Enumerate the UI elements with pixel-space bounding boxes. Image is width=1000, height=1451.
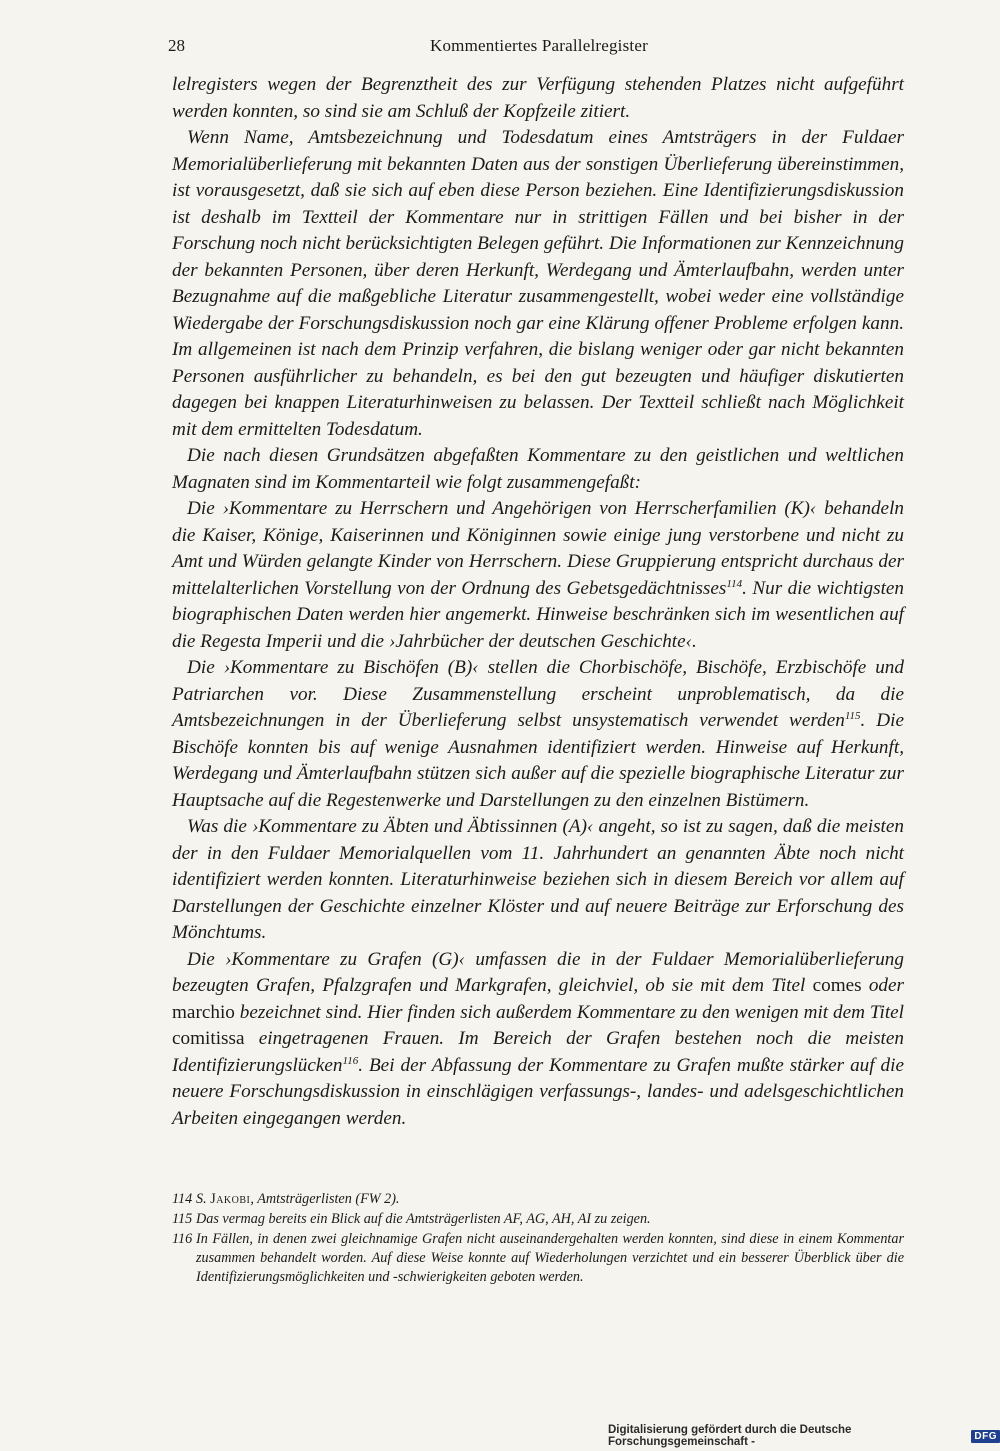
footnote-text: In Fällen, in denen zwei gleichnamige Grafen nicht auseinandergehalten werden konnten, sind diese in einem Kommentar zusammen behandelt worden. Auf diese Weise konnte auf Wiederholungen verzichtet und ein besserer Überblick über die Identifizierungsmöglichkeiten und -schwierigkeiten geboten werden. xyxy=(196,1231,904,1285)
paragraph-text: Die ›Kommentare zu Bischöfen (B)‹ stellen die Chorbischöfe, Bischöfe, Erzbischöfe und Patriarchen vor. Diese Zusammenstellung erscheint unproblematisch, da die Amtsbezeichnungen in der Überlieferung selbst unsystematisch verwendet werden xyxy=(172,657,904,731)
dfg-logo-icon: DFG xyxy=(971,1430,1000,1443)
paragraph-text: Die ›Kommentare zu Grafen (G)‹ umfassen die in der Fuldaer Memorialüberlieferung bezeugten Grafen, Pfalzgrafen und Markgrafen, gleichviel, ob sie mit dem Titel xyxy=(172,948,904,996)
paragraph xyxy=(172,655,904,814)
footnote-text-part: S. xyxy=(196,1191,211,1207)
author-name: Jakobi xyxy=(210,1191,251,1207)
footnote-114 xyxy=(172,1190,904,1209)
footnote-number: 116 xyxy=(172,1231,193,1247)
paragraph-text: Wenn Name, Amtsbezeichnung und Todesdatum eines Amtsträgers in der Fuldaer Memorialüberlieferung mit bekannten Daten aus der sonstigen Überlieferung übereinstimmen, ist vorausgesetzt, daß sie sich auf eben diese Person beziehen. Eine Identifizierungsdiskussion ist deshalb im Textteil der Kommentare nur in strittigen Fällen und bei bisher in der Forschung noch nicht berücksichtigten Belegen geführt. Die Informationen zur Kennzeichnung der bekannten Personen, über deren Herkunft, Werdegang und Ämterlaufbahn, werden unter Bezugnahme auf die maßgebliche Literatur zusammengestellt, wobei weder eine vollständige Wiedergabe der Forschungsdiskussion noch gar eine Klärung offener Probleme erfolgen kann. Im allgemeinen ist nach dem Prinzip verfahren, die bislang weniger oder gar nicht bekannten Personen ausführlicher zu behandeln, es bei den gut bezeugten und häufiger diskutierten dagegen bei knappen Literaturhinweisen zu belassen. Der Textteil schließt nach Möglichkeit mit dem ermittelten Todesdatum. xyxy=(172,127,904,440)
paragraph-text: bezeichnet sind. Hier finden sich außerdem Kommentare zu den wenigen mit dem Titel xyxy=(234,1001,904,1023)
footnote-number: 115 xyxy=(172,1211,193,1227)
paragraph xyxy=(172,72,904,125)
paragraph xyxy=(172,443,904,496)
paragraph-text: Was die ›Kommentare zu Äbten und Äbtissinnen (A)‹ angeht, so ist zu sagen, daß die meisten der in den Fuldaer Memorialquellen vom 11. Jahrhundert an genannten Äbte noch nicht identifiziert werden konnten. Literaturhinweise beziehen sich in diesem Bereich vor allem auf Darstellungen der Geschichte einzelner Klöster und auf neuere Beiträge zur Erforschung des Mönchtums. xyxy=(172,816,904,943)
footnote-116 xyxy=(172,1230,904,1287)
footnote-ref-115: 115 xyxy=(844,710,861,722)
paragraph-text: oder xyxy=(861,975,905,996)
running-title: Kommentiertes Parallelregister xyxy=(430,36,648,55)
funding-notice: Digitalisierung gefördert durch die Deutsche Forschungsgemeinschaft - xyxy=(608,1424,852,1448)
paragraph-text: . Nur die wichtigsten biographischen Daten werden hier angemerkt. Hinweise beschränken sich im wesentlichen auf die Regesta Imperii und die ›Jahrbücher der deutschen Geschichte‹. xyxy=(172,577,905,652)
paragraph xyxy=(172,125,904,443)
body-text xyxy=(172,72,904,1132)
footnote-text: Das vermag bereits ein Blick auf die Amtsträgerlisten AF, AG, AH, AI zu zeigen. xyxy=(196,1211,651,1227)
digitization-footer xyxy=(608,1426,1000,1446)
footnotes xyxy=(172,1190,904,1288)
paragraph xyxy=(172,496,904,655)
footnote-ref-116: 116 xyxy=(342,1054,359,1067)
paragraph xyxy=(172,947,904,1133)
latin-term: comitissa xyxy=(172,1028,245,1049)
footnote-text-part: , Amtsträgerlisten (FW 2). xyxy=(250,1191,400,1207)
latin-term: marchio xyxy=(172,1001,235,1023)
footnote-text xyxy=(196,1190,904,1209)
paragraph-text: lelregisters wegen der Begrenztheit des zur Verfügung stehenden Platzes nicht aufgeführt werden konnten, so sind sie am Schluß der Kopfzeile zitiert. xyxy=(172,74,904,122)
latin-term: comes xyxy=(812,975,862,996)
page-header xyxy=(168,36,908,60)
paragraph-text: eingetragenen Frauen. Im Bereich der Grafen bestehen noch die meisten Identifizierungslücken xyxy=(172,1028,904,1076)
paragraph-text: . Bei der Abfassung der Kommentare zu Grafen mußte stärker auf die neuere Forschungsdiskussion in einschlägigen verfassungs-, landes- und adelsgeschichtlichen Arbeiten eingegangen werden. xyxy=(172,1054,904,1129)
paragraph-text: Die ›Kommentare zu Herrschern und Angehörigen von Herrscherfamilien (K)‹ behandeln die Kaiser, Könige, Kaiserinnen und Königinnen sowie einige jung verstorbene und nicht zu Amt und Würden gelangte Kinder von Herrschern. Diese Gruppierung entspricht durchaus der mittelalterlichen Vorstellung von der Ordnung des Gebetsgedächtnisses xyxy=(172,498,904,599)
page-number: 28 xyxy=(168,36,185,55)
paragraph xyxy=(172,814,904,947)
paragraph-text: Die nach diesen Grundsätzen abgefaßten Kommentare zu den geistlichen und weltlichen Magnaten sind im Kommentarteil wie folgt zusammengefaßt: xyxy=(172,445,904,493)
footnote-115 xyxy=(172,1210,904,1229)
footnote-ref-114: 114 xyxy=(726,577,743,590)
footnote-number: 114 xyxy=(172,1191,193,1207)
paragraph-text: . Die Bischöfe konnten bis auf wenige Ausnahmen identifiziert werden. Hinweise auf Herkunft, Werdegang und Ämterlaufbahn stützen sich außer auf die spezielle biographische Literatur zur Hauptsache auf die Regestenwerke und Darstellungen zu den einzelnen Bistümern. xyxy=(172,710,904,811)
